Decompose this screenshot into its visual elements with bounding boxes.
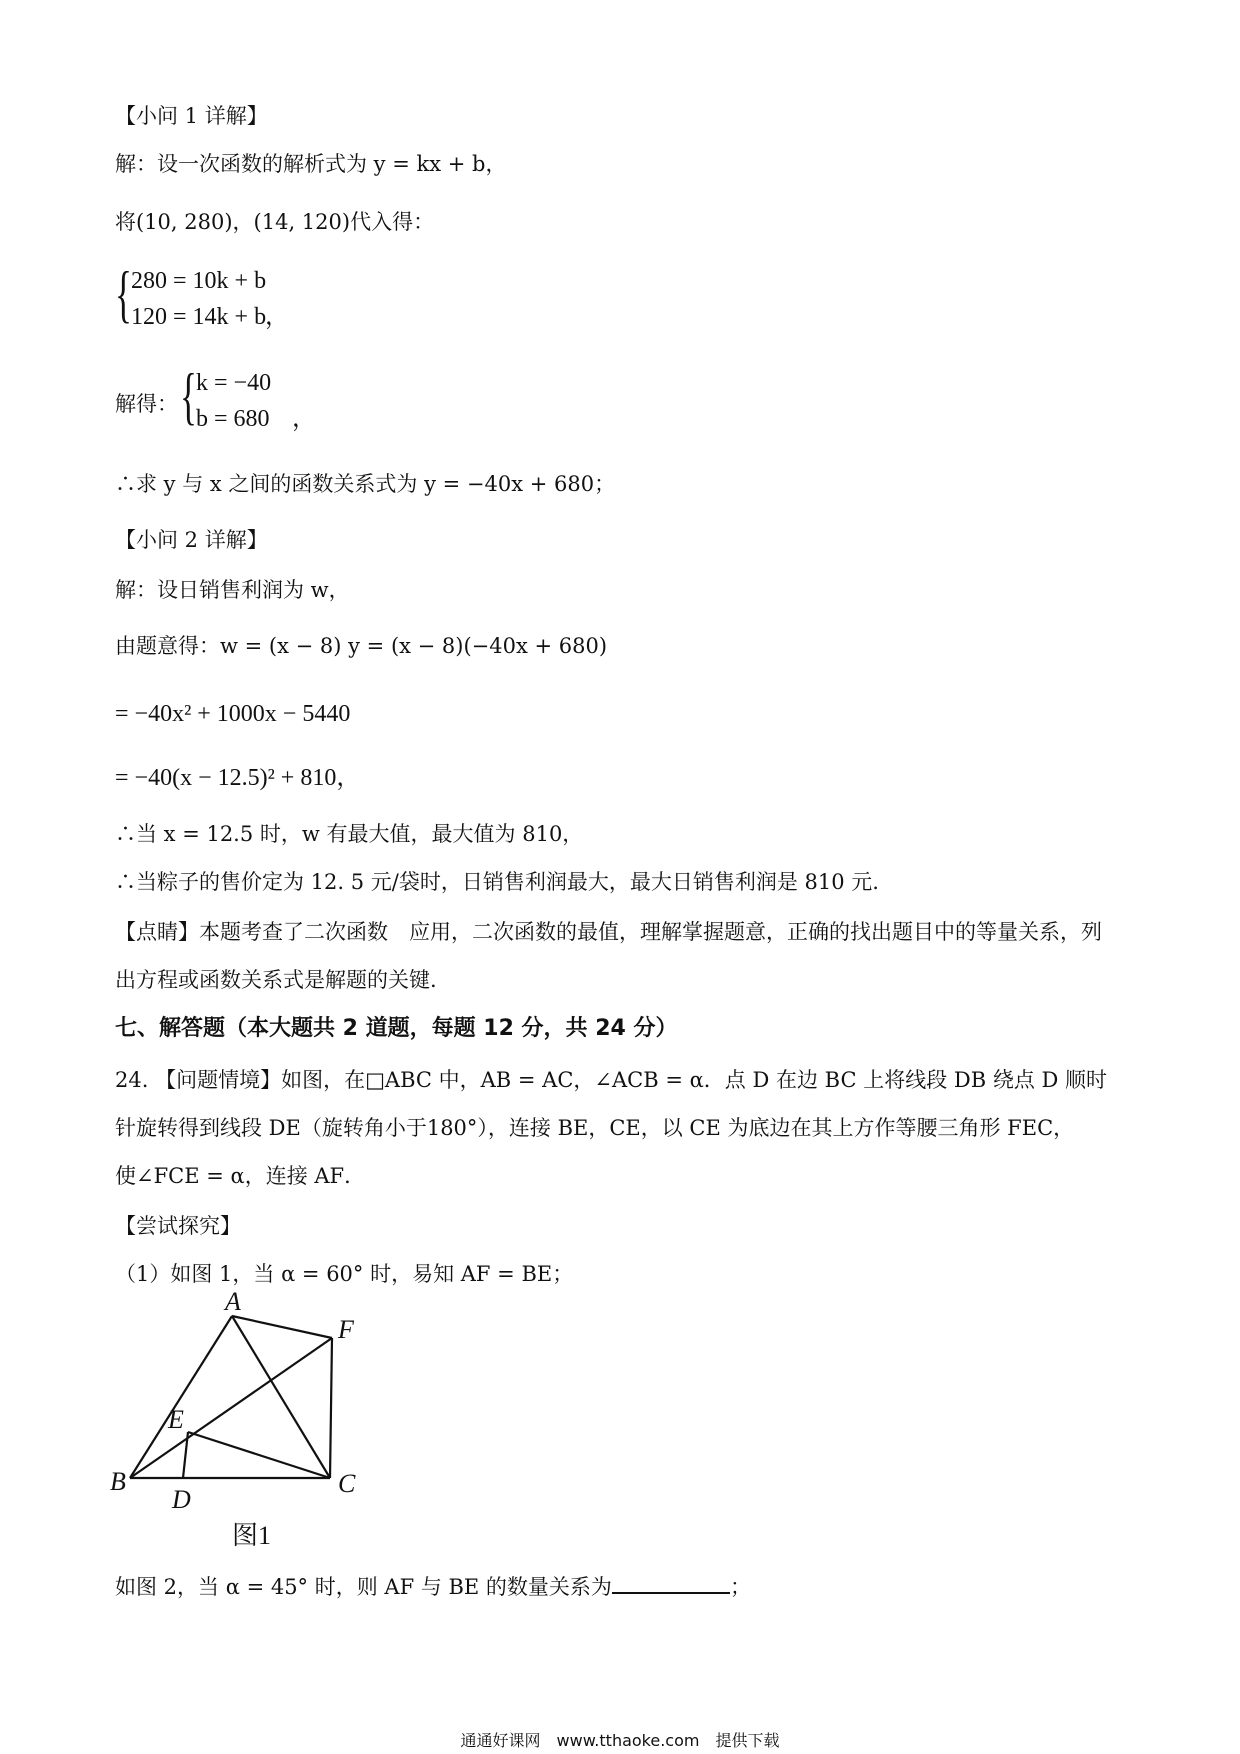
solution-2-conclusion: ∴当粽子的售价定为 12. 5 元/袋时，日销售利润最大，最大日销售利润是 810 元.: [115, 870, 879, 894]
segment-EC: [188, 1432, 330, 1478]
explore-heading: 【尝试探究】: [115, 1214, 241, 1238]
solution-1-line-2: 将(10, 280)，(14, 120)代入得：: [115, 210, 435, 234]
label-A: A: [225, 1290, 241, 1316]
segment-AB: [130, 1316, 232, 1478]
figure-caption: 图1: [232, 1521, 272, 1550]
equation-1a: 280 = 10k + b: [131, 268, 267, 294]
label-D: D: [172, 1485, 191, 1514]
comment-line-1: 【点睛】本题考查了二次函数 应用，二次函数的最值，理解掌握题意，正确的找出题目中的等量关系，列: [115, 920, 1102, 944]
sub-question-1-heading: 【小问 1 详解】: [115, 104, 268, 128]
sub-question-2-heading: 【小问 2 详解】: [115, 528, 268, 552]
comment-line-2: 出方程或函数关系式是解题的关键.: [115, 968, 437, 992]
equation-1b: 120 = 14k + b: [131, 304, 267, 330]
question-24-line-1: 24. 【问题情境】如图，在□ABC 中，AB = AC，∠ACB = α．点 D 在边 BC 上将线段 DB 绕点 D 顺时: [115, 1068, 1108, 1092]
label-F: F: [338, 1315, 354, 1344]
equation-comma: ，: [292, 406, 316, 432]
solution-2-line-3: = −40x² + 1000x − 5440: [115, 701, 351, 727]
label-B: B: [110, 1467, 126, 1496]
solve-label: 解得：: [115, 392, 178, 416]
part-2-prefix: 如图 2，当 α = 45° 时，则 AF 与 BE 的数量关系为: [115, 1575, 612, 1599]
solution-2-line-1: 解：设日销售利润为 w，: [115, 578, 350, 602]
brace-icon: {: [115, 258, 132, 329]
part-2-suffix: ；: [729, 1575, 751, 1599]
equation-system-2: [180, 360, 360, 442]
part-1-text: （1）如图 1，当 α = 60° 时，易知 AF = BE；: [115, 1262, 574, 1286]
question-24-line-2: 针旋转得到线段 DE（旋转角小于180°），连接 BE，CE，以 CE 为底边在其上方作等腰三角形 FEC，: [115, 1116, 1075, 1140]
solution-1-conclusion: ∴求 y 与 x 之间的函数关系式为 y = −40x + 680；: [115, 472, 616, 496]
solution-2-line-5: ∴当 x = 12.5 时，w 有最大值，最大值为 810，: [115, 822, 584, 846]
figure-1: [110, 1290, 390, 1550]
question-24-line-3: 使∠FCE = α，连接 AF．: [115, 1164, 366, 1188]
segment-BF: [130, 1338, 332, 1478]
page-footer: 通通好课网 www.tthaoke.com 提供下载: [460, 1731, 780, 1750]
solution-2-line-4: = −40(x − 12.5)² + 810，: [115, 765, 361, 791]
equation-2a: k = −40: [196, 370, 272, 396]
answer-blank[interactable]: [612, 1572, 730, 1594]
equation-2b: b = 680: [196, 406, 270, 432]
solution-1-line-1: 解：设一次函数的解析式为 y = kx + b，: [115, 152, 507, 176]
part-2-text: [115, 1572, 751, 1600]
segment-FC: [330, 1338, 332, 1478]
segment-AF: [232, 1316, 332, 1338]
label-E: E: [168, 1405, 184, 1434]
solution-2-line-2: 由题意得：w = (x − 8) y = (x − 8)(−40x + 680): [115, 634, 608, 658]
equation-system-1: [115, 258, 315, 340]
section-title: 七、解答题（本大题共 2 道题，每题 12 分，共 24 分）: [115, 1016, 678, 1041]
brace-icon: {: [180, 360, 197, 431]
label-C: C: [338, 1469, 356, 1498]
triangle-lines: [130, 1316, 332, 1478]
equation-comma: ，: [265, 304, 289, 330]
